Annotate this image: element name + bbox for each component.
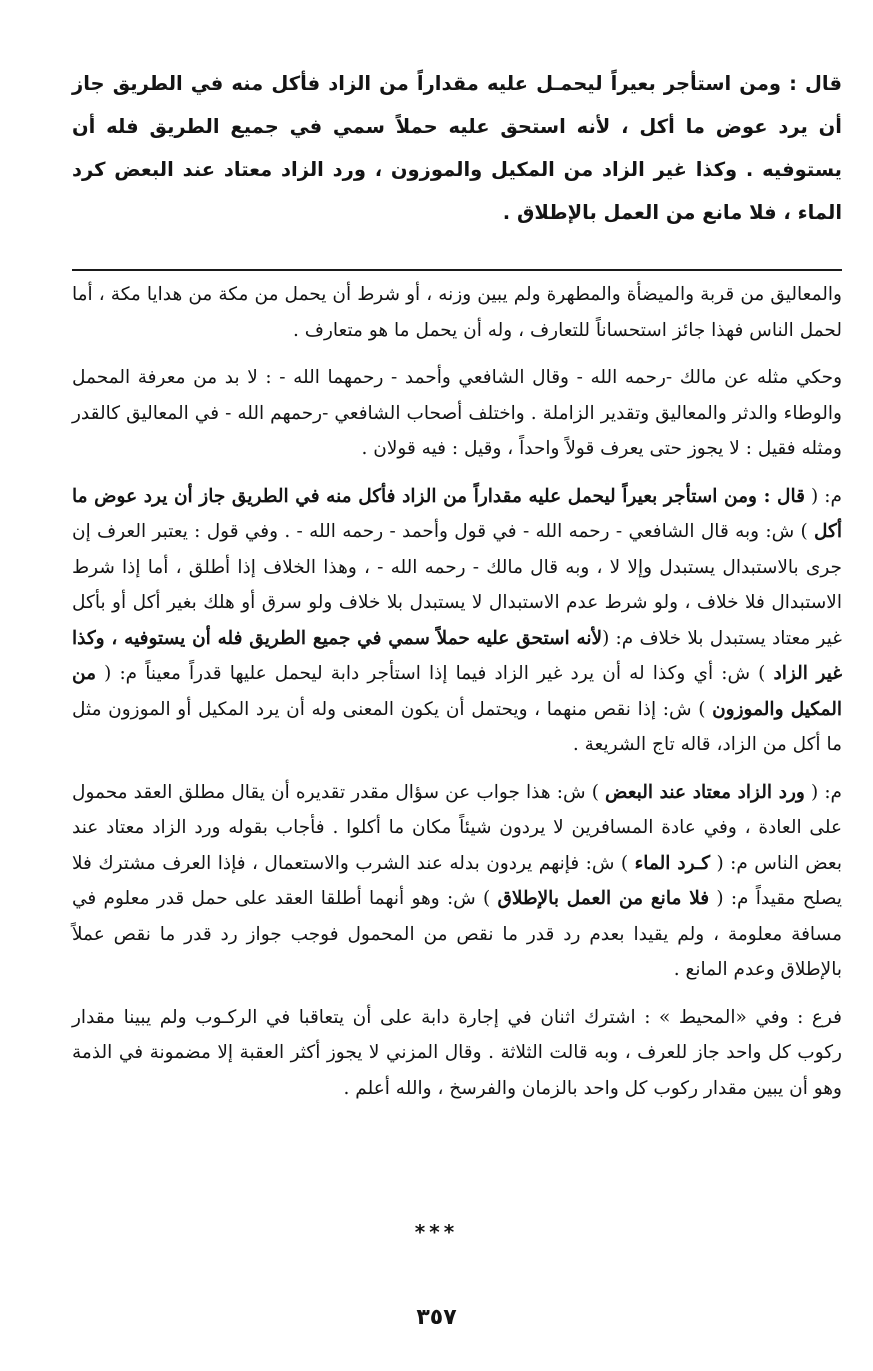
- quoted-matn-segment: قال : ومن استأجر بعيراً ليحمل عليه مقداراً من الزاد فأكل منه في الطريق جاز أن يرد عوض ما أكل: [72, 485, 842, 542]
- sharh-paragraph-4: [72, 775, 842, 988]
- commentary-segment: ) ش: أي وكذا له أن يرد غير الزاد فيما إذا استأجر دابة ليحمل عليها قدراً معيناً م: (: [96, 663, 774, 684]
- divider-line: [72, 269, 842, 271]
- commentary-segment: م: (: [804, 485, 842, 507]
- page-number: ٣٥٧: [416, 1305, 457, 1330]
- commentary-segment: م: (: [804, 781, 843, 803]
- commentary-segment: ) ش: وهو أنهما أطلقا العقد على حمل قدر معلوم في مسافة معلومة ، ولم يقيدا بعدم رد قدر ما نقص من المحمول فوجب جواز رد قدر ما نقص عملاً بالإطلاق وعدم المانع .: [72, 888, 842, 980]
- sharh-paragraph-1: والمعاليق من قربة والميضأة والمطهرة ولم يبين وزنه ، أو شرط أن يحمل من مكة من هدايا مكة ، أما لحمل الناس فهذا جائز استحساناً للتعارف ، وله أن يحمل ما هو متعارف .: [72, 284, 842, 341]
- commentary-segment: ) ش: فإنهم يردون بدله عند الشرب والاستعمال ، فإذا العرف مشترك فلا يصلح مقيداً م: (: [72, 852, 842, 909]
- section-separator: ***: [414, 1220, 459, 1244]
- quoted-matn-segment: ورد الزاد معتاد عند البعض: [605, 781, 805, 803]
- quoted-matn-segment: لأنه استحق عليه حملاً سمي في جميع الطريق فله أن يستوفيه ، وكذا غير الزاد: [72, 627, 842, 684]
- sharh-paragraph-5: فرع : وفي «المحيط » : اشترك اثنان في إجارة دابة على أن يتعاقبا في الركـوب ولم يبينا مقدار ركوب كل واحد جاز للعرف ، وبه قالت الثلاثة . وقال المزني لا يجوز أكثر العقبة إلا مضمونة في الذمة وهو أن يبين مقدار ركوب كل واحد بالزمان والفرسخ ، والله أعلم .: [72, 1006, 842, 1099]
- commentary-segment: ) ش: هذا جواب عن سؤال مقدر تقديره أن يقال مطلق العقد محمول على العادة ، وفي عادة المسافرين لا يردون شيئاً مكان ما أكلوا . فأجاب بقوله ورد الزاد معتاد عند بعض الناس م: (: [72, 781, 843, 874]
- sharh-paragraph-3: [72, 479, 842, 763]
- commentary-segment: ) ش: إذا نقص منهما ، ويحتمل أن يكون المعنى وله أن يرد المكيل أو الموزون مثل ما أكل من الزاد، قاله تاج الشريعة .: [72, 698, 842, 755]
- sharh-paragraph-2: وحكي مثله عن مالك -رحمه الله - وقال الشافعي وأحمد - رحمهما الله - : لا بد من معرفة المحمل والوطاء والدثر والمعاليق وتقدير الزاملة . واختلف أصحاب الشافعي -رحمهم الله - في المعاليق كالقدر ومثله فقيل : لا يجوز حتى يعرف قولاً واحداً ، وقيل : فيه قولان .: [72, 367, 842, 459]
- commentary-segment: ) ش: وبه قال الشافعي - رحمه الله - في قول وأحمد - رحمه الله - . وفي قول : يعتبر العرف إن جرى بالاستبدال يستبدل وإلا لا ، وبه قال مالك - رحمه الله - ، وهذا الخلاف إذا أطلق ، أما إذا شرط الاستبدال فلا خلاف ، ولو شرط عدم الاستبدال لا يستبدل بلا خلاف ولو سرق أو هلك بغير أكل أو بأكل غير معتاد يستبدل بلا خلاف م: (: [72, 521, 842, 649]
- quoted-matn-segment: فلا مانع من العمل بالإطلاق: [497, 888, 710, 909]
- quoted-matn-segment: من المكيل والموزون: [72, 663, 842, 720]
- quoted-matn-segment: كـرد الماء: [634, 852, 711, 874]
- page-body: [72, 62, 842, 1106]
- matn-text: قال : ومن استأجر بعيراً ليحمـل عليه مقداراً من الزاد فأكل منه في الطريق جاز أن يرد عوض ما أكل ، لأنه استحق عليه حملاً سمي في جميع الطريق فله أن يستوفيه . وكذا غير الزاد من المكيل والموزون ، ورد الزاد معتاد عند البعض كرد الماء ، فلا مانع من العمل بالإطلاق .: [72, 72, 842, 224]
